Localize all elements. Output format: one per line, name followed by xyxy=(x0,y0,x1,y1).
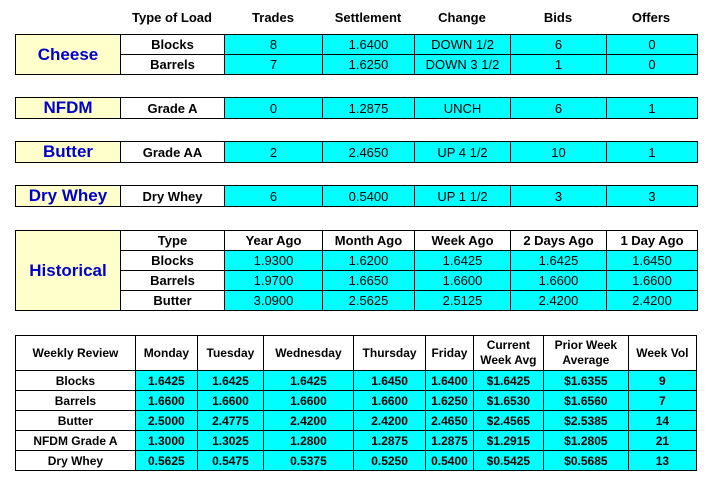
historical-value: 2.5625 xyxy=(323,291,415,311)
historical-header: 2 Days Ago xyxy=(511,231,607,251)
weekly-value: 1.6425 xyxy=(263,371,353,391)
historical-value: 3.0900 xyxy=(225,291,323,311)
historical-value: 1.6600 xyxy=(511,271,607,291)
weekly-value: 1.6400 xyxy=(426,371,474,391)
historical-value: 1.6600 xyxy=(607,271,698,291)
nfdm-bids: 6 xyxy=(511,98,607,119)
weekly-header: Prior Week Average xyxy=(544,336,629,371)
weekly-header: Weekly Review xyxy=(16,336,136,371)
header-bids: Bids xyxy=(543,10,573,25)
historical-header: Month Ago xyxy=(323,231,415,251)
cheese-offers: 0 xyxy=(607,55,698,75)
weekly-value: 1.6600 xyxy=(135,391,197,411)
weekly-value: $2.4565 xyxy=(473,411,543,431)
weekly-value: 2.4775 xyxy=(197,411,263,431)
header-type-of-load: Type of Load xyxy=(132,10,212,25)
weekly-value: $1.6530 xyxy=(473,391,543,411)
weekly-header: Current Week Avg xyxy=(473,336,543,371)
butter-label: Butter xyxy=(16,142,121,163)
dry-whey-change: UP 1 1/2 xyxy=(415,186,511,207)
weekly-row-name: Butter xyxy=(16,411,136,431)
weekly-value: 1.3000 xyxy=(135,431,197,451)
header-trades: Trades xyxy=(252,10,294,25)
cheese-type: Barrels xyxy=(121,55,225,75)
cheese-trades: 8 xyxy=(225,35,323,55)
historical-value: 1.9700 xyxy=(225,271,323,291)
weekly-header: Wednesday xyxy=(263,336,353,371)
nfdm-type: Grade A xyxy=(121,98,225,119)
nfdm-change: UNCH xyxy=(415,98,511,119)
cheese-type: Blocks xyxy=(121,35,225,55)
weekly-value: 1.2800 xyxy=(263,431,353,451)
historical-value: 1.6425 xyxy=(511,251,607,271)
nfdm-settlement: 1.2875 xyxy=(323,98,415,119)
weekly-value: 0.5475 xyxy=(197,451,263,471)
weekly-row-name: Blocks xyxy=(16,371,136,391)
historical-value: 2.4200 xyxy=(607,291,698,311)
weekly-value: 7 xyxy=(628,391,696,411)
weekly-value: 1.3025 xyxy=(197,431,263,451)
historical-type: Barrels xyxy=(121,271,225,291)
weekly-value: $2.5385 xyxy=(544,411,629,431)
weekly-value: $1.6560 xyxy=(544,391,629,411)
cheese-bids: 1 xyxy=(511,55,607,75)
cheese-label: Cheese xyxy=(16,35,121,75)
weekly-value: 1.6600 xyxy=(353,391,425,411)
nfdm-offers: 1 xyxy=(607,98,698,119)
weekly-value: $1.6425 xyxy=(473,371,543,391)
historical-type: Blocks xyxy=(121,251,225,271)
weekly-value: $1.6355 xyxy=(544,371,629,391)
weekly-value: 14 xyxy=(628,411,696,431)
historical-header: Week Ago xyxy=(415,231,511,251)
butter-offers: 1 xyxy=(607,142,698,163)
cheese-offers: 0 xyxy=(607,35,698,55)
historical-value: 1.6425 xyxy=(415,251,511,271)
historical-value: 1.6600 xyxy=(415,271,511,291)
cheese-settlement: 1.6250 xyxy=(323,55,415,75)
nfdm-label: NFDM xyxy=(16,98,121,119)
weekly-header: Week Vol xyxy=(628,336,696,371)
historical-value: 1.6200 xyxy=(323,251,415,271)
nfdm-table xyxy=(15,97,698,119)
weekly-value: 2.4650 xyxy=(426,411,474,431)
cheese-change: DOWN 1/2 xyxy=(415,35,511,55)
weekly-header: Tuesday xyxy=(197,336,263,371)
cheese-trades: 7 xyxy=(225,55,323,75)
weekly-value: 1.6425 xyxy=(197,371,263,391)
historical-label: Historical xyxy=(16,231,121,311)
butter-change: UP 4 1/2 xyxy=(415,142,511,163)
historical-table xyxy=(15,230,698,311)
cheese-settlement: 1.6400 xyxy=(323,35,415,55)
historical-value: 1.6450 xyxy=(607,251,698,271)
weekly-value: 1.6425 xyxy=(135,371,197,391)
weekly-row-name: NFDM Grade A xyxy=(16,431,136,451)
weekly-value: 13 xyxy=(628,451,696,471)
historical-value: 2.4200 xyxy=(511,291,607,311)
weekly-value: 1.6600 xyxy=(263,391,353,411)
weekly-value: $0.5685 xyxy=(544,451,629,471)
dry-whey-bids: 3 xyxy=(511,186,607,207)
weekly-header: Thursday xyxy=(353,336,425,371)
weekly-value: 2.5000 xyxy=(135,411,197,431)
historical-header: Type xyxy=(121,231,225,251)
dry-whey-type: Dry Whey xyxy=(121,186,225,207)
weekly-value: 1.6250 xyxy=(426,391,474,411)
weekly-review-table xyxy=(15,335,697,471)
cheese-table xyxy=(15,34,698,75)
weekly-row-name: Barrels xyxy=(16,391,136,411)
butter-type: Grade AA xyxy=(121,142,225,163)
weekly-value: 1.2875 xyxy=(353,431,425,451)
dry-whey-label: Dry Whey xyxy=(16,186,121,207)
dry-whey-offers: 3 xyxy=(607,186,698,207)
weekly-row-name: Dry Whey xyxy=(16,451,136,471)
weekly-value: 1.6450 xyxy=(353,371,425,391)
weekly-value: 0.5375 xyxy=(263,451,353,471)
dry-whey-table xyxy=(15,185,698,207)
butter-trades: 2 xyxy=(225,142,323,163)
weekly-value: 0.5250 xyxy=(353,451,425,471)
historical-value: 2.5125 xyxy=(415,291,511,311)
weekly-value: 0.5400 xyxy=(426,451,474,471)
weekly-value: 1.2875 xyxy=(426,431,474,451)
weekly-value: 1.6600 xyxy=(197,391,263,411)
weekly-header: Monday xyxy=(135,336,197,371)
historical-type: Butter xyxy=(121,291,225,311)
weekly-value: $1.2805 xyxy=(544,431,629,451)
historical-value: 1.6650 xyxy=(323,271,415,291)
butter-bids: 10 xyxy=(511,142,607,163)
butter-settlement: 2.4650 xyxy=(323,142,415,163)
cheese-bids: 6 xyxy=(511,35,607,55)
weekly-value: 2.4200 xyxy=(353,411,425,431)
weekly-value: $1.2915 xyxy=(473,431,543,451)
cheese-change: DOWN 3 1/2 xyxy=(415,55,511,75)
header-change: Change xyxy=(438,10,486,25)
historical-header: 1 Day Ago xyxy=(607,231,698,251)
weekly-header: Friday xyxy=(426,336,474,371)
weekly-value: 21 xyxy=(628,431,696,451)
historical-header: Year Ago xyxy=(225,231,323,251)
dry-whey-trades: 6 xyxy=(225,186,323,207)
weekly-value: 2.4200 xyxy=(263,411,353,431)
historical-value: 1.9300 xyxy=(225,251,323,271)
dry-whey-settlement: 0.5400 xyxy=(323,186,415,207)
butter-table xyxy=(15,141,698,163)
nfdm-trades: 0 xyxy=(225,98,323,119)
weekly-value: $0.5425 xyxy=(473,451,543,471)
header-offers: Offers xyxy=(631,10,671,25)
weekly-value: 9 xyxy=(628,371,696,391)
weekly-value: 0.5625 xyxy=(135,451,197,471)
header-settlement: Settlement xyxy=(334,10,402,25)
